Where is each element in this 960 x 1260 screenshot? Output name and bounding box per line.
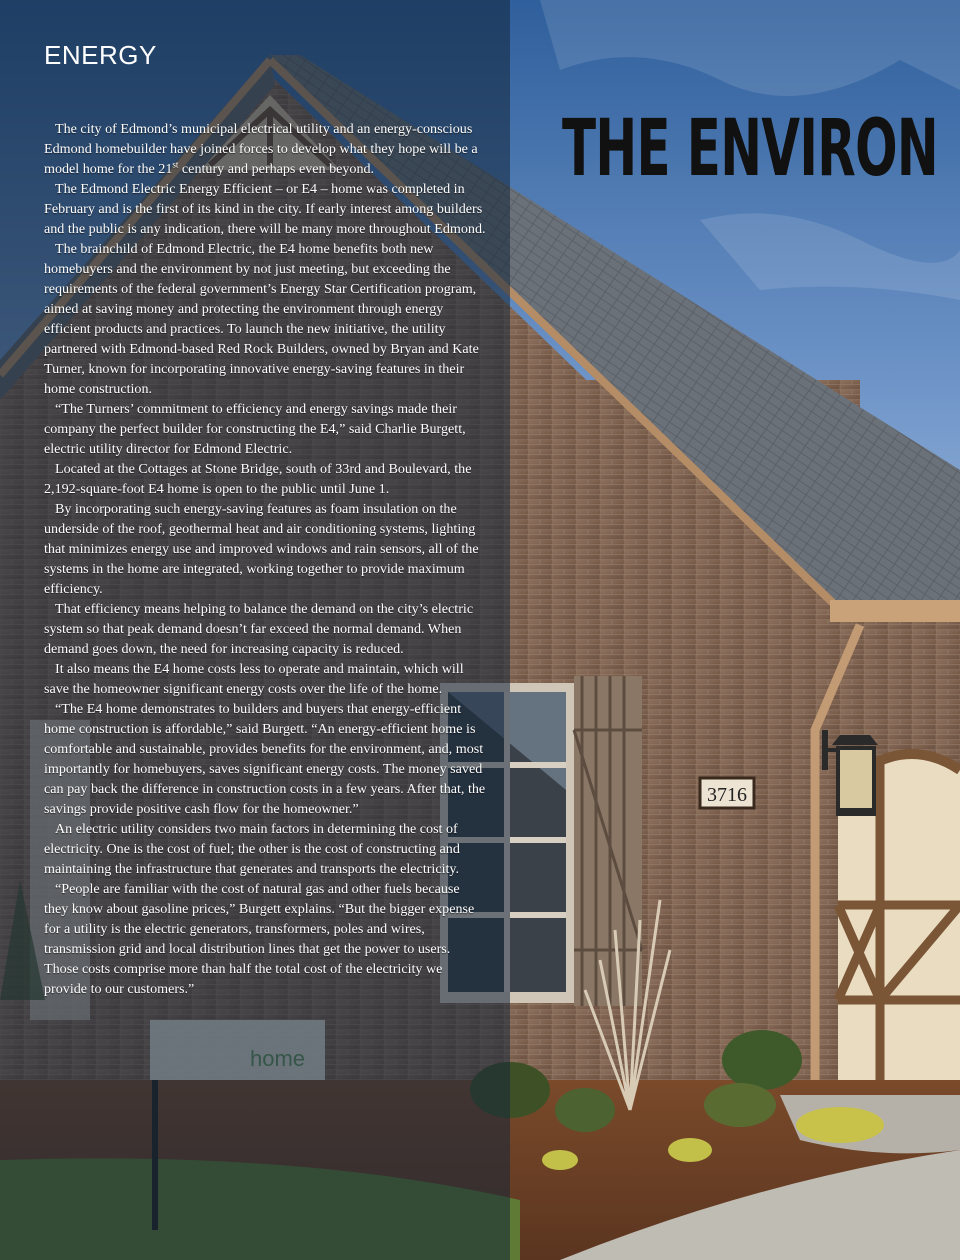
article-paragraph: The brainchild of Edmond Electric, the E4 home benefits both new homebuyers and the environment by not just meeting, but exceeding the requirements of the federal government’s Energy Star Certification program, aimed at saving money and protecting the environment through energy efficient products and practices. To launch the new initiative, the utility partnered with Edmond-based Red Rock Builders, owned by Bryan and Kate Turner, known for incorporating innovative energy-saving features in their home construction. [44,241,479,397]
house-number: 3716 [707,784,747,806]
article-paragraph: The city of Edmond’s municipal electrical utility and an energy-conscious Edmond homebuilder have joined forces to develop what they hope will be a model home for the 21st century and perhaps even beyond. [44,121,478,177]
article-paragraph: It also means the E4 home costs less to operate and maintain, which will save the homeowner significant energy costs over the life of the home. [44,661,464,697]
article-paragraph: By incorporating such energy-saving features as foam insulation on the underside of the roof, geothermal heat and air conditioning systems, lighting that minimizes energy use and improved windows and rain sensors, all of the systems in the home are integrated, working together to provide maximum efficiency. [44,501,479,597]
article-paragraph: The Edmond Electric Energy Efficient – or E4 – home was completed in February and is the first of its kind in the city. If early interest among builders and the public is any indication, there will be many more throughout Edmond. [44,181,486,237]
article-paragraph: That efficiency means helping to balance the demand on the city’s electric system so that peak demand doesn’t far exceed the normal demand. When demand goes down, the need for increasing capacity is reduced. [44,601,474,657]
article-paragraph: Located at the Cottages at Stone Bridge, south of 33rd and Boulevard, the 2,192-square-foot E4 home is open to the public until June 1. [44,461,472,497]
headline: THE ENVIRON [562,104,939,194]
article-paragraph: “The E4 home demonstrates to builders and buyers that energy-efficient home construction is affordable,” said Burgett. “An energy-efficient home is comfortable and sustainable, provides benefits for the environment, and, most importantly for homebuyers, saves significant energy costs. The money saved can pay back the difference in construction costs in a few years. After that, the savings provide positive cash flow for the homeowner.” [44,701,486,817]
article-body [44,119,486,999]
article-paragraph: “People are familiar with the cost of natural gas and other fuels because they know about gasoline prices,” Burgett explains. “But the bigger expense for a utility is the electric generators, transformers, poles and wires, transmission grid and local distribution lines that get the power to users. Those costs comprise more than half the total cost of the electricity we provide to our customers.” [44,881,475,997]
article-paragraph: An electric utility considers two main factors in determining the cost of electricity. One is the cost of fuel; the other is the cost of constructing and maintaining the infrastructure that generates and transports the electricity. [44,821,460,877]
section-label: ENERGY [44,40,157,70]
article-paragraph: “The Turners’ commitment to efficiency and energy savings made their company the perfect builder for constructing the E4,” said Charlie Burgett, electric utility director for Edmond Electric. [44,401,466,457]
